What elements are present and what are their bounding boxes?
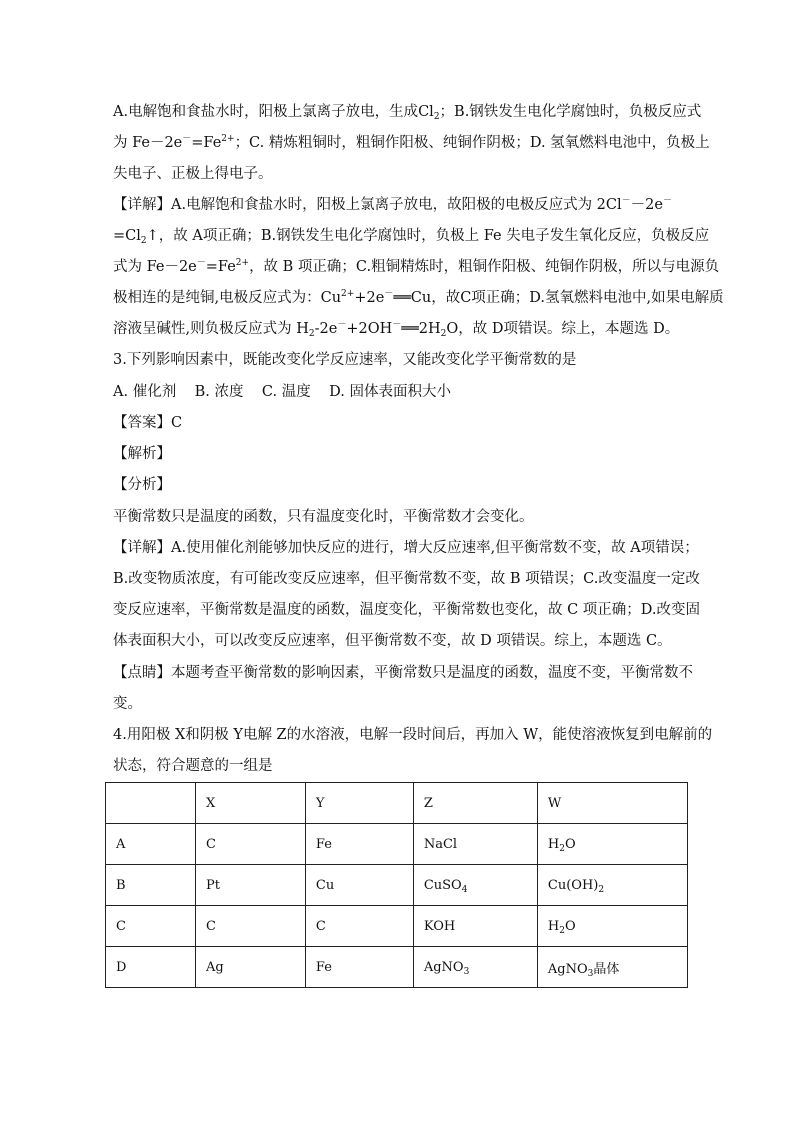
table-cell: NaCl bbox=[413, 824, 537, 865]
answer-label: 【答案】C bbox=[113, 415, 183, 431]
text: =Fe bbox=[205, 259, 236, 275]
table-cell: D bbox=[106, 947, 196, 988]
text: 晶体 bbox=[593, 961, 620, 977]
text: 极相连的是纯铜,电极反应式为：Cu bbox=[113, 290, 342, 306]
table-cell: Ag bbox=[196, 947, 306, 988]
table-cell: Fe bbox=[305, 947, 413, 988]
text-line bbox=[113, 257, 720, 277]
table-cell bbox=[537, 824, 687, 865]
text-line bbox=[113, 226, 710, 246]
text-line bbox=[113, 133, 710, 153]
text: H bbox=[547, 836, 560, 852]
table-cell bbox=[413, 865, 537, 906]
text-line bbox=[113, 102, 702, 122]
table-cell: KOH bbox=[413, 906, 537, 947]
table-header-row bbox=[106, 783, 688, 824]
table-cell: B bbox=[106, 865, 196, 906]
text: ，故 B 项正确；C.粗铜精炼时，粗铜作阳极、纯铜作阴极，所以与电源负 bbox=[249, 259, 720, 275]
subscript: 2 bbox=[559, 843, 565, 854]
fenxi-text: 平衡常数只是温度的函数，只有温度变化时，平衡常数才会变化。 bbox=[113, 509, 534, 525]
text: -2e bbox=[314, 321, 338, 337]
comment-line: 【点睛】本题考查平衡常数的影响因素，平衡常数只是温度的函数，温度不变，平衡常数不 bbox=[113, 665, 693, 681]
comment-line: 变。 bbox=[113, 696, 142, 712]
question-3-options: A. 催化剂 B. 浓度 C. 温度 D. 固体表面积大小 bbox=[113, 384, 451, 400]
text: AgNO bbox=[547, 961, 588, 977]
question-4-stem: 状态，符合题意的一组是 bbox=[113, 758, 273, 774]
fenxi-label: 【分析】 bbox=[113, 477, 171, 493]
text: 【详解】A.电解饱和食盐水时，阳极上氯离子放电，故阳极的电极反应式为 2Cl bbox=[113, 197, 622, 213]
analysis-label: 【解析】 bbox=[113, 446, 171, 462]
subscript: 2 bbox=[598, 884, 605, 895]
options-table bbox=[105, 782, 688, 988]
detail-line: B.改变物质浓度，有可能改变反应速率，但平衡常数不变，故 B 项错误；C.改变温度一定改 bbox=[113, 571, 700, 587]
subscript: 4 bbox=[461, 884, 468, 895]
detail-line: 体表面积大小，可以改变反应速率，但平衡常数不变，故 D 项错误。综上，本题选 C。 bbox=[113, 633, 672, 649]
table-header-cell: Y bbox=[305, 783, 413, 824]
table-cell bbox=[537, 906, 687, 947]
text: =Fe bbox=[191, 135, 222, 151]
table-cell: C bbox=[196, 906, 306, 947]
superscript: － bbox=[337, 320, 347, 330]
text: H bbox=[547, 918, 560, 934]
text: ；C. 精炼粗铜时，粗铜作阳极、纯铜作阴极；D. 氢氧燃料电池中，负极上 bbox=[234, 135, 710, 151]
superscript: 2+ bbox=[341, 289, 355, 299]
text: 溶液呈碱性,则负极反应式为 H bbox=[113, 321, 309, 337]
subscript: 3 bbox=[463, 966, 470, 977]
text: CuSO bbox=[423, 877, 462, 893]
subscript: 2 bbox=[433, 112, 440, 122]
superscript: 2+ bbox=[221, 134, 235, 144]
table-cell: C bbox=[196, 824, 306, 865]
question-3-stem: 3.下列影响因素中，既能改变化学反应速率，又能改变化学平衡常数的是 bbox=[113, 352, 577, 368]
subscript: 2 bbox=[559, 925, 565, 936]
text: A.电解饱和食盐水时，阳极上氯离子放电，生成Cl bbox=[113, 104, 434, 120]
text: ══Cu，故C项正确；D.氢氧燃料电池中,如果电解质 bbox=[393, 290, 724, 306]
text: O bbox=[564, 836, 576, 852]
table-cell: Pt bbox=[196, 865, 306, 906]
table-header-cell: W bbox=[537, 783, 687, 824]
table-cell bbox=[413, 947, 537, 988]
text: Cu(OH) bbox=[547, 877, 599, 893]
superscript: － bbox=[621, 196, 631, 206]
table-cell: C bbox=[106, 906, 196, 947]
table-row bbox=[106, 865, 688, 906]
text: 为 Fe－2e bbox=[113, 135, 183, 151]
text: ══2H bbox=[401, 321, 441, 337]
detail-line: 变反应速率，平衡常数是温度的函数，温度变化，平衡常数也变化，故 C 项正确；D.改变固 bbox=[113, 602, 701, 618]
table-cell: A bbox=[106, 824, 196, 865]
table-header-cell bbox=[106, 783, 196, 824]
text-line bbox=[113, 288, 724, 308]
text: ↑，故 A项正确；B.钢铁发生电化学腐蚀时，负极上 Fe 失电子发生氧化反应，负极反应 bbox=[146, 228, 710, 244]
superscript: － bbox=[392, 320, 402, 330]
table-cell bbox=[537, 947, 687, 988]
table-header-cell: Z bbox=[413, 783, 537, 824]
subscript: 2 bbox=[140, 236, 147, 246]
superscript: － bbox=[384, 289, 394, 299]
text: O，故 D项错误。综上，本题选 D。 bbox=[446, 321, 680, 337]
subscript: 2 bbox=[308, 329, 315, 339]
text-line bbox=[113, 195, 693, 215]
superscript: － bbox=[196, 258, 206, 268]
superscript: 2+ bbox=[235, 258, 250, 268]
text: －2e bbox=[630, 197, 663, 213]
text: ；B.钢铁发生电化学腐蚀时，负极反应式 bbox=[439, 104, 702, 120]
subscript: 3 bbox=[587, 968, 594, 979]
text-line bbox=[113, 319, 693, 339]
table-cell: C bbox=[305, 906, 413, 947]
table-header-cell: X bbox=[196, 783, 306, 824]
text: +2e bbox=[354, 290, 385, 306]
table-row bbox=[106, 947, 688, 988]
table-cell: Fe bbox=[305, 824, 413, 865]
text: =Cl bbox=[113, 228, 141, 244]
text: O bbox=[564, 918, 576, 934]
subscript: 2 bbox=[440, 329, 447, 339]
superscript: － bbox=[662, 196, 672, 206]
question-4-stem: 4.用阳极 X和阴极 Y电解 Z的水溶液，电解一段时间后，再加入 W，能使溶液恢复到电解前的 bbox=[113, 727, 713, 743]
table-row bbox=[106, 906, 688, 947]
superscript: － bbox=[182, 134, 192, 144]
text-line: 失电子、正极上得电子。 bbox=[113, 166, 273, 182]
table-cell bbox=[537, 865, 687, 906]
table-cell: Cu bbox=[305, 865, 413, 906]
text: +2OH bbox=[346, 321, 393, 337]
detail-line: 【详解】A.使用催化剂能够加快反应的进行，增大反应速率,但平衡常数不变，故 A项错误； bbox=[113, 540, 699, 556]
text: 式为 Fe－2e bbox=[113, 259, 197, 275]
text: AgNO bbox=[423, 959, 464, 975]
table-row bbox=[106, 824, 688, 865]
